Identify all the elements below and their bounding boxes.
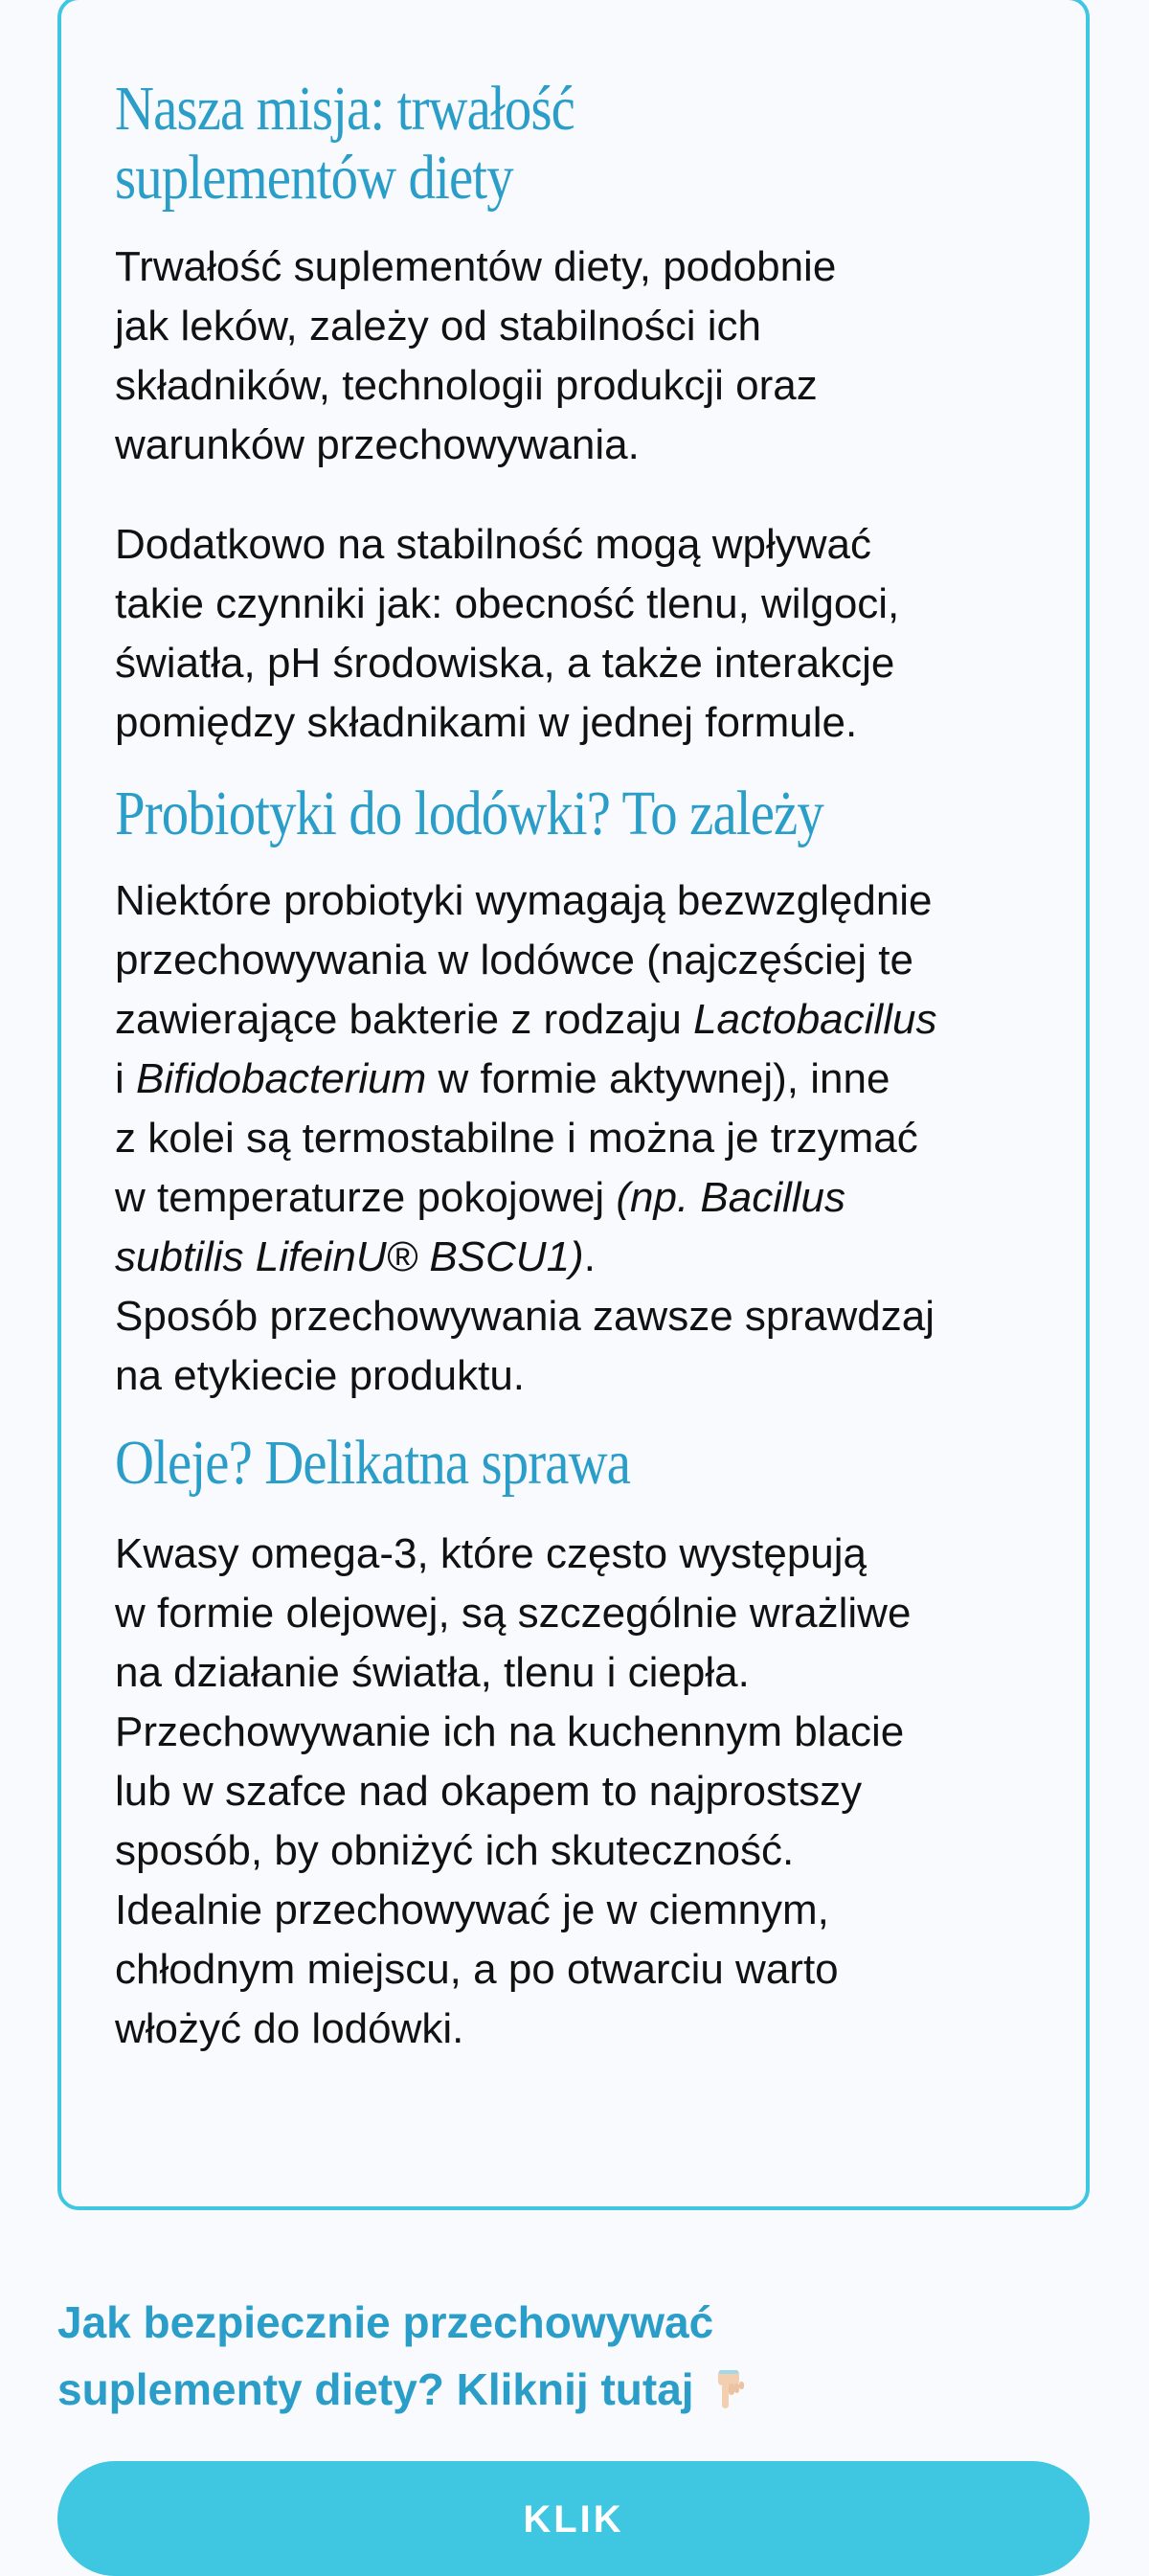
- card-content: [115, 61, 1034, 2059]
- oils-paragraph: Kwasy omega-3, które często występują w formie olejowej, są szczególnie wrażliwe na działanie światła, tlenu i ciepła. Przechowywanie ich na kuchennym blacie lub w szafce nad okapem to najprostszy sposób, by obniżyć ich skuteczność. Idealnie przechowywać je w ciemnym, chłodnym miejscu, a po otwarciu warto włożyć do lodówki.: [115, 1530, 912, 2052]
- section-title-probiotics: Probiotyki do lodówki? To zależy: [115, 779, 823, 848]
- cta-link-text[interactable]: Jak bezpiecznie przechowywać suplementy diety? Kliknij tutaj: [57, 2289, 919, 2423]
- section-title-mission: Nasza misja: trwałość suplementów diety: [115, 74, 575, 213]
- probiotics-paragraph: Niektóre probiotyki wymagają bezwzględnie przechowywania w lodówce (najczęściej te zawierające bakterie z rodzaju Lactobacillus i Bifidobacterium w formie aktywnej), inne z kolei są termostabilne i można je trzymać w temperaturze pokojowej (np. Bacillus subtilis LifeinU® BSCU1). Sposób przechowywania zawsze sprawdzaj na etykiecie produktu.: [115, 877, 937, 1399]
- klik-button[interactable]: KLIK: [57, 2461, 1090, 2576]
- mission-paragraph-2: Dodatkowo na stabilność mogą wpływać takie czynniki jak: obecność tlenu, wilgoci, światła, pH środowiska, a także interakcje pomiędzy składnikami w jednej formule.: [115, 521, 900, 746]
- content-card: [57, 0, 1090, 2210]
- mission-paragraph-1: Trwałość suplementów diety, podobnie jak leków, zależy od stabilności ich składników, technologii produkcji oraz warunków przechowywania.: [115, 243, 837, 468]
- pointing-down-hand-icon: [713, 2361, 746, 2404]
- section-title-oils: Oleje? Delikatna sprawa: [115, 1428, 631, 1498]
